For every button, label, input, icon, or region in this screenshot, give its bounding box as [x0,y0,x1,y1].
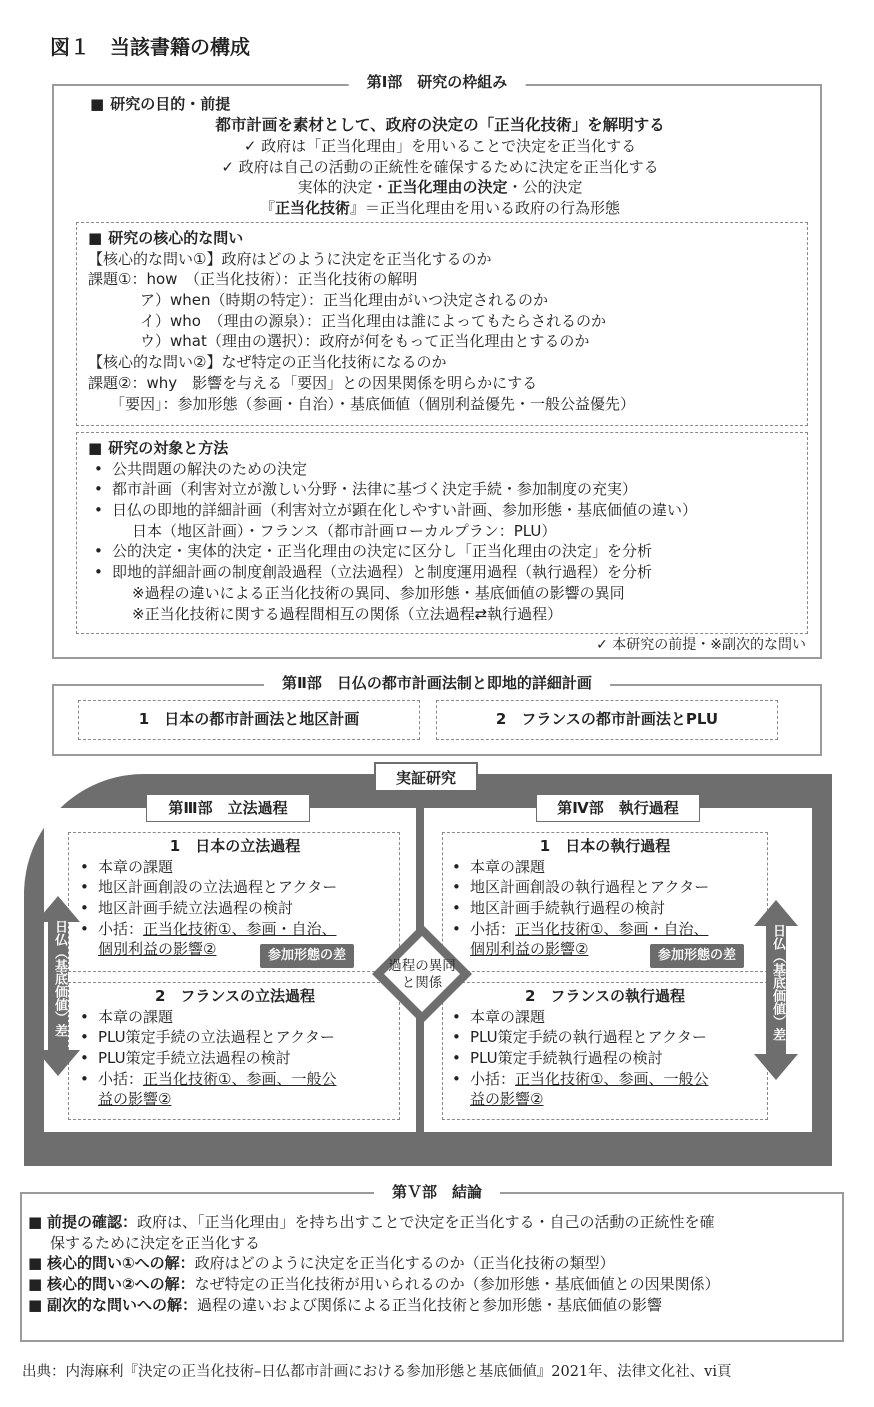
conclusion-premise-cont: 保するために決定を正当化する [50,1233,261,1252]
conclusion-premise-text: 政府は、「正当化理由」を持ち出すことで決定を正当化する・自己の活動の正統性を確 [136,1213,715,1231]
conclusion-q1-label: 核心的問い①への解： [46,1254,195,1273]
fr-leg-item-3: • PLU策定手続立法過程の検討 [74,1048,396,1069]
left-arrow-label: 日仏（基底価値）差 [52,920,67,1037]
part5-title: 第Ｖ部 結論 [374,1182,500,1203]
source-citation: 出典：内海麻利『決定の正当化技術–日仏都市計画における参加形態と基底価値』2021年、法律文化社、vi頁 [22,1364,732,1380]
core-question-1: 【核心的な問い①】政府はどのように決定を正当化するのか [88,249,492,268]
right-arrow-label: 日仏（基底価値）差 [770,924,785,1041]
def-b: 正当化技術 [274,199,350,218]
fr-leg-item-1: • 本章の課題 [74,1007,396,1028]
decision-types-a: 実体的決定・ [297,178,388,197]
conclusion-sub: ■ 副次的な問いへの解：過程の違いおよび関係による正当化技術と参加形態・基底価値の影響 [28,1295,662,1314]
part1-legend: ✓ 本研究の前提・※副次的な問い [596,637,806,653]
part1-purpose-section [90,94,790,219]
jp-legislative-content [74,836,396,960]
conclusion-premise-label: 前提の確認： [46,1213,137,1231]
fr-leg-summary-a: 小括： [98,1069,144,1088]
jp-exe-summary-a: 小括： [470,919,516,938]
jp-exe-item-2: • 地区計画創設の執行過程とアクター [446,877,764,898]
fr-exe-item-1: • 本章の課題 [446,1007,764,1028]
core-questions-heading: ■ 研究の核心的な問い [88,228,798,249]
part2-title: 第Ⅱ部 日仏の都市計画法制と即地的詳細計画 [264,673,610,694]
diamond-line-1: 過程の異同 [388,958,456,974]
conclusion-q2-label: 核心的問い②への解： [46,1275,195,1294]
conclusion-sub-text: 過程の違いおよび関係による正当化技術と参加形態・基底価値の影響 [196,1295,662,1314]
def-a: 『 [259,199,275,218]
fr-exe-summary-b: 正当化技術①、参画、一般公 [515,1069,709,1088]
decision-types-c: ・公的決定 [507,178,583,197]
fr-execution-heading: 2 フランスの執行過程 [525,987,685,1005]
object-item-4: • 公的決定・実体的決定・正当化理由の決定に区分し「正当化理由の決定」を分析 [88,541,798,562]
jp-leg-summary [74,919,396,940]
conclusion-sub-label: 副次的な問いへの解： [46,1295,197,1314]
jp-leg-summary-c: 個別利益の影響② [98,940,217,959]
part2-box-france-label: 2 フランスの都市計画法とPLU [495,710,719,728]
part2-box-japan-label: 1 日本の都市計画法と地区計画 [138,710,360,728]
object-item-5: • 即地的詳細計画の制度創設過程（立法過程）と制度運用過程（執行過程）を分析 [88,562,798,583]
object-item-3: • 日仏の即地的詳細計画（利害対立が顕在化しやすい計画、参加形態・基底価値の違い） [88,500,798,521]
jp-execution-content [446,836,764,960]
fr-exe-summary [446,1069,764,1090]
purpose-main-line: 都市計画を素材として、政府の決定の「正当化技術」を解明する [215,115,665,134]
process-relation-label [380,958,464,992]
factors: 「要因」：参加形態（参画・自治）・基底価値（個別利益優先・一般公益優先） [110,394,636,413]
task-2: 課題②：why 影響を与える「要因」との因果関係を明らかにする [88,373,538,392]
purpose-check-2: ✓ 政府は自己の活動の正統性を確保するために決定を正当化する [221,157,659,176]
fr-leg-summary-c: 益の影響② [98,1090,172,1109]
jp-exe-summary-c: 個別利益の影響② [470,940,589,959]
justification-technique-def [90,198,790,219]
conclusion-q1: ■ 核心的問い①への解：政府はどのように決定を正当化するのか（正当化技術の類型） [28,1254,615,1273]
empirical-title: 実証研究 [374,762,478,792]
fr-leg-summary [74,1069,396,1090]
sub-question-1: ※過程の違いによる正当化技術の異同、参加形態・基底価値の影響の異同 [132,583,625,602]
fr-legislative-content [74,986,396,1110]
jp-leg-summary-b: 正当化技術①、参画・自治、 [143,919,337,938]
fr-exe-summary-a: 小括： [470,1069,516,1088]
task-1: 課題①：how （正当化技術）：正当化技術の解明 [88,270,418,289]
object-sub-1: 日本（地区計画）・フランス（都市計画ローカルプラン：PLU） [132,521,557,540]
sub-question-2: ※正当化技術に関する過程間相互の関係（立法過程⇄執行過程） [132,604,563,623]
decision-types [90,177,790,198]
fr-execution-content [446,986,764,1110]
jp-exe-summary-b: 正当化技術①、参画・自治、 [515,919,709,938]
jp-leg-summary-a: 小括： [98,919,144,938]
part4-title: 第Ⅳ部 執行過程 [536,794,700,822]
part3-title: 第Ⅲ部 立法過程 [146,794,310,822]
jp-legislative-heading: 1 日本の立法過程 [169,837,301,855]
object-item-2: • 都市計画（利害対立が激しい分野・法律に基づく決定手続・参加制度の充実） [88,479,798,500]
fr-exe-item-3: • PLU策定手続執行過程の検討 [446,1048,764,1069]
fr-leg-item-2: • PLU策定手続の立法過程とアクター [74,1027,396,1048]
core-question-2: 【核心的な問い②】なぜ特定の正当化技術になるのか [88,353,447,372]
object-item-1: • 公共問題の解決のための決定 [88,459,798,480]
task-1-b: イ）who （理由の源泉）：正当化理由は誰によってもたらされるのか [140,311,606,330]
participation-tag-left: 参加形態の差 [260,944,354,968]
conclusion-q2: ■ 核心的問い②への解：なぜ特定の正当化技術が用いられるのか（参加形態・基底価値との因果関係） [28,1275,720,1294]
fr-leg-summary-b: 正当化技術①、参画、一般公 [143,1069,337,1088]
fr-exe-item-2: • PLU策定手続の執行過程とアクター [446,1027,764,1048]
conclusion-premise: ■ 前提の確認：政府は、「正当化理由」を持ち出すことで決定を正当化する・自己の活動の正統性を確 [28,1213,715,1231]
jp-exe-item-3: • 地区計画手続執行過程の検討 [446,898,764,919]
jp-leg-item-2: • 地区計画創設の立法過程とアクター [74,877,396,898]
object-method-content [88,438,798,624]
figure-title: 図１ 当該書籍の構成 [50,35,250,59]
purpose-check-1: ✓ 政府は「正当化理由」を用いることで決定を正当化する [243,137,637,156]
core-questions-content [88,228,798,414]
conclusion-q2-text: なぜ特定の正当化技術が用いられるのか（参加形態・基底価値との因果関係） [194,1275,720,1294]
diamond-line-2: と関係 [401,974,443,991]
participation-tag-right: 参加形態の差 [650,944,744,968]
def-c: 』＝正当化理由を用いる政府の行為形態 [350,199,621,218]
object-method-heading: ■ 研究の対象と方法 [88,438,798,459]
jp-leg-item-3: • 地区計画手続立法過程の検討 [74,898,396,919]
conclusion-q1-text: 政府はどのように決定を正当化するのか（正当化技術の類型） [194,1254,615,1273]
jp-leg-item-1: • 本章の課題 [74,857,396,878]
jp-exe-item-1: • 本章の課題 [446,857,764,878]
decision-types-b: 正当化理由の決定 [387,178,508,197]
fr-exe-summary-c: 益の影響② [470,1090,544,1109]
part5-content [28,1212,838,1315]
jp-exe-summary [446,919,764,940]
fr-legislative-heading: 2 フランスの立法過程 [155,987,315,1005]
task-1-a: ア）when（時期の特定）：正当化理由がいつ決定されるのか [140,291,549,310]
part1-title: 第Ⅰ部 研究の枠組み [349,72,526,93]
jp-execution-heading: 1 日本の執行過程 [539,837,671,855]
purpose-heading: ■ 研究の目的・前提 [90,94,790,115]
task-1-c: ウ）what（理由の選択）：政府が何をもって正当化理由とするのか [140,332,590,351]
